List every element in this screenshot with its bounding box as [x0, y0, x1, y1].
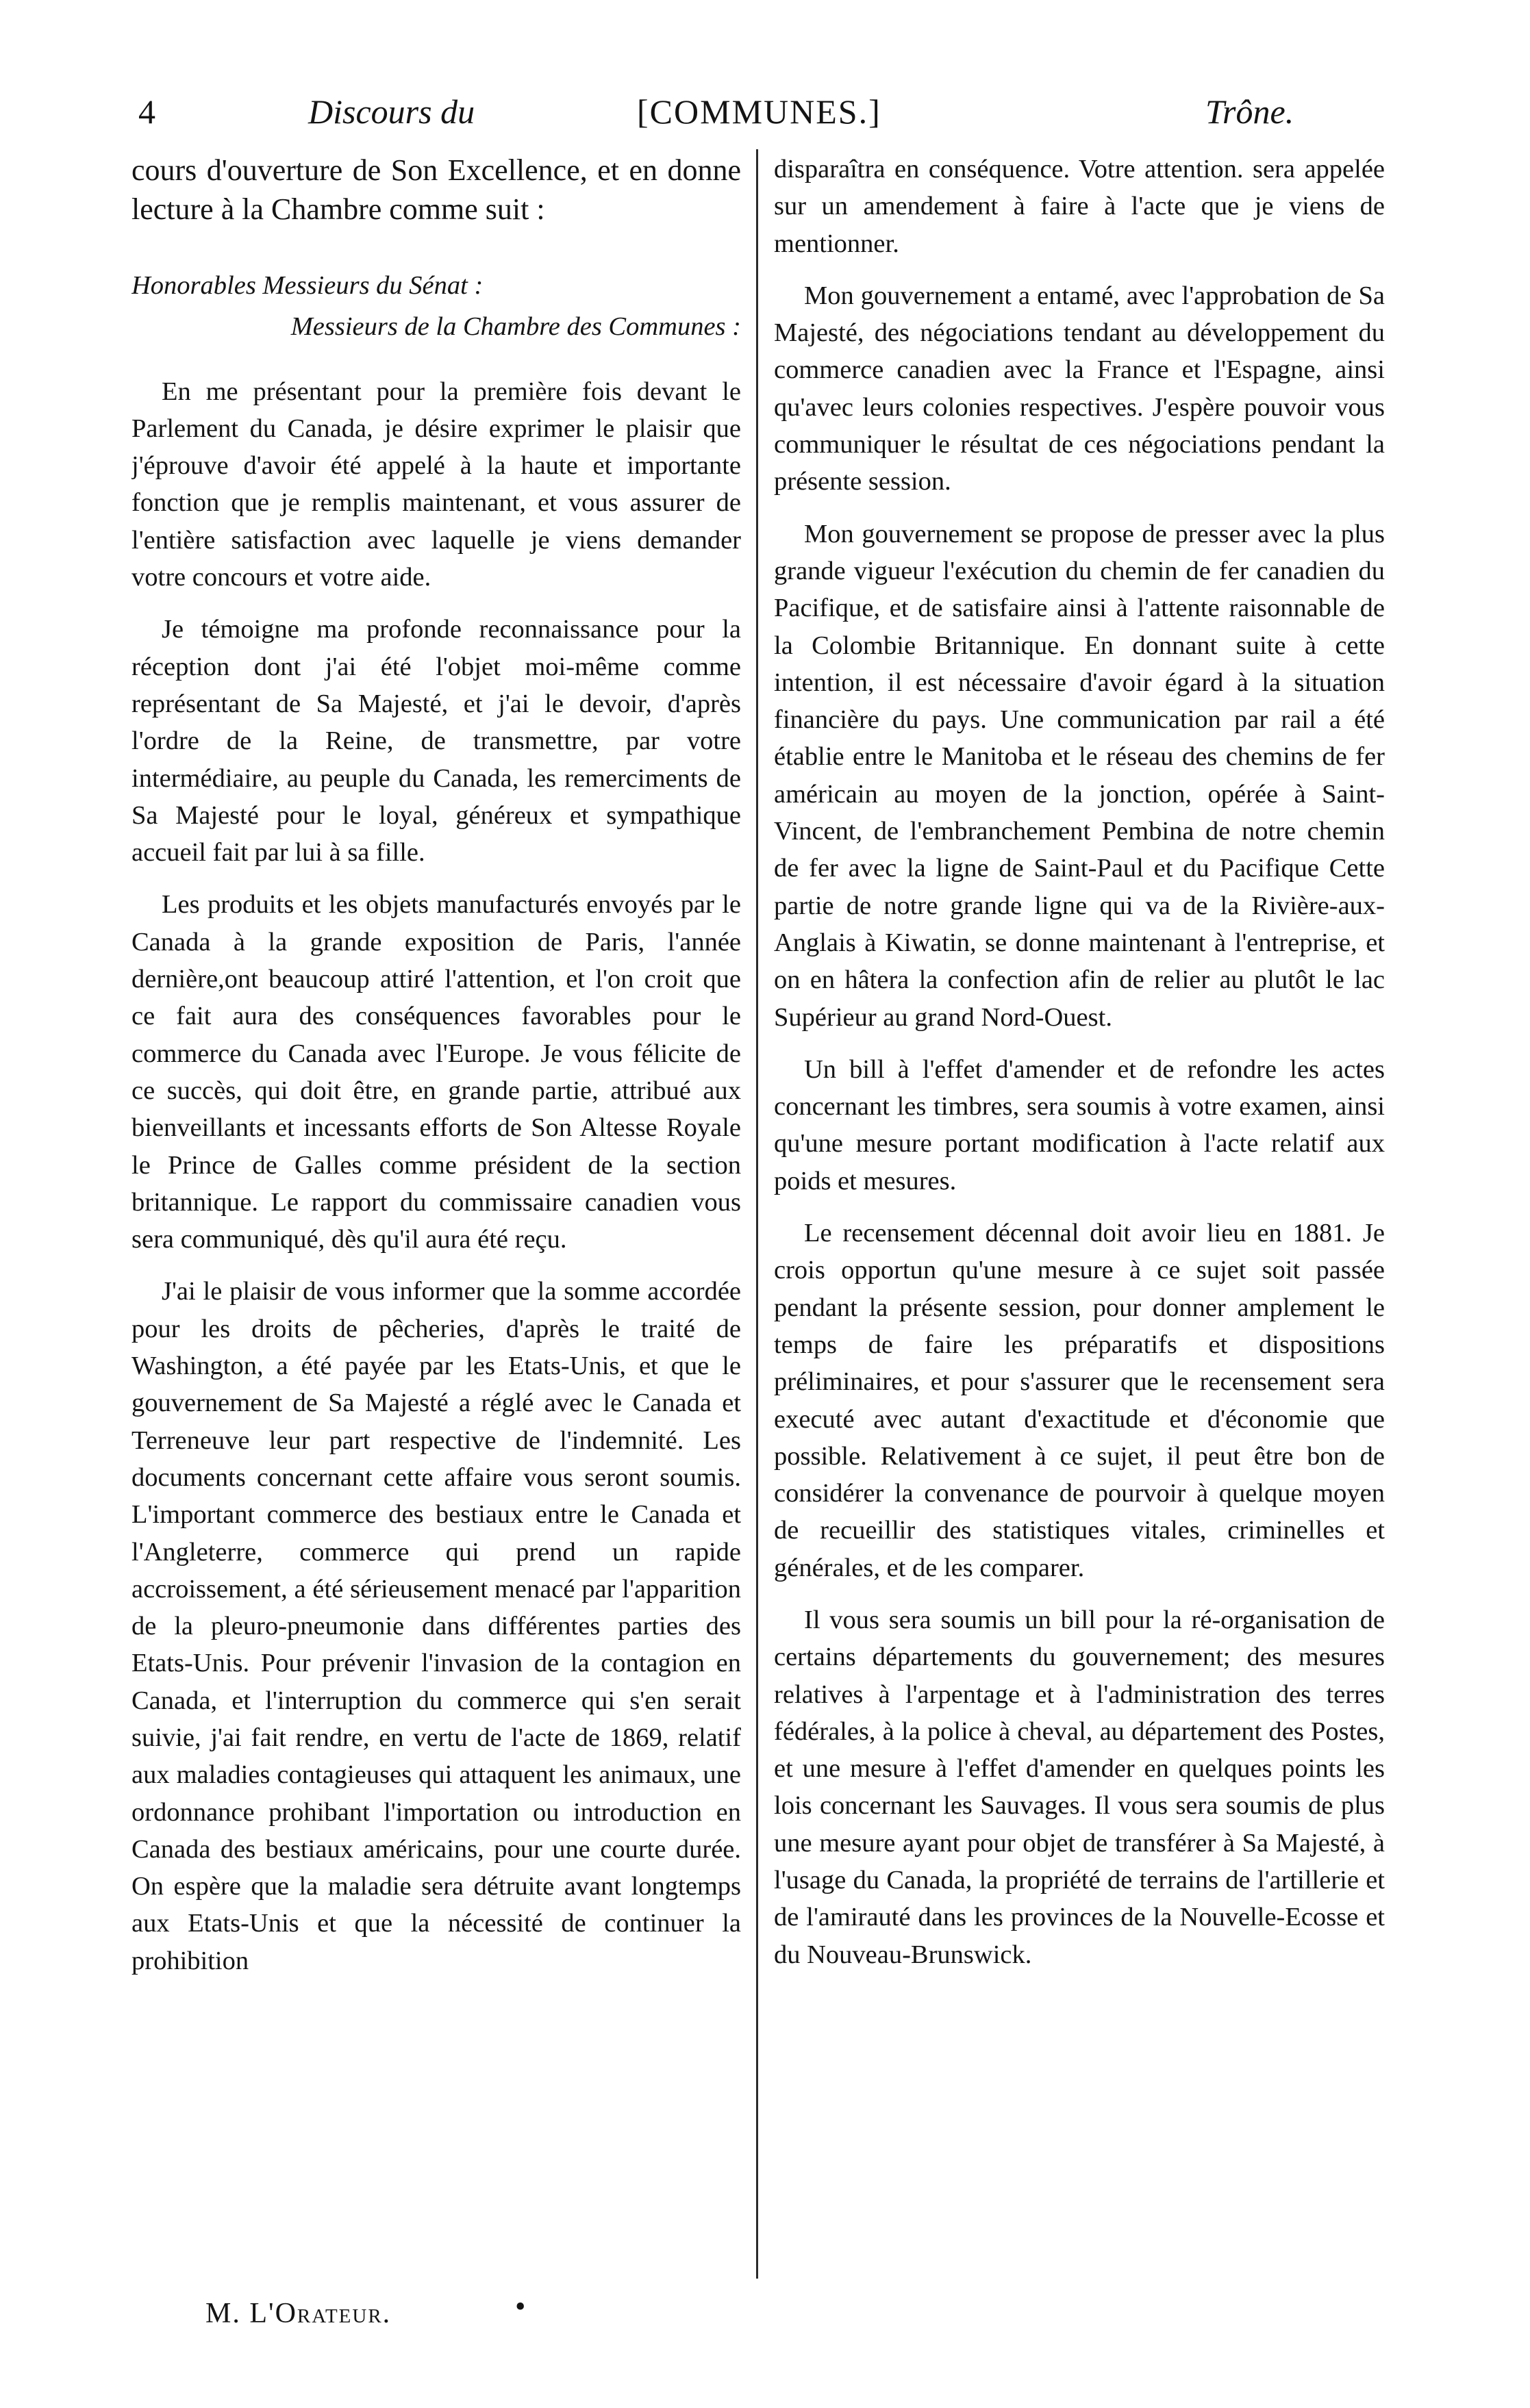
paragraph: Mon gouvernement se propose de presser avec la plus grande vigueur l'exécution du chemin de fer canadien du Pacifique, et de satisfaire ainsi à l'attente raisonnable de la Colombie Britannique. En donnant suite à cette intention, il est nécessaire d'avoir égard à la situation financière du pays. Une communication par rail a été établie entre le Manitoba et le réseau des chemins de fer américain au moyen de la jonction, opérée à Saint-Vincent, de l'embranchement Pembina de notre chemin de fer avec la ligne de Saint-Paul et du Pacifique Cette partie de notre grande ligne qui va de la Rivière-aux-Anglais à Kiwatin, se donne maintenant à l'entreprise, et on en hâtera la confection afin de relier au plutôt le lac Supérieur au grand Nord-Ouest. — [774, 519, 1385, 1032]
page-number: 4 — [138, 92, 155, 131]
header-center-title: [COMMUNES.] — [637, 92, 881, 131]
paragraph: disparaîtra en conséquence. Votre attention. sera appelée sur un amendement à faire à l'acte que je viens de mentionner. — [774, 155, 1385, 258]
running-header — [130, 81, 1356, 142]
paragraph: cours d'ouverture de Son Excellence, et en donne lecture à la Chambre comme suit : — [131, 153, 741, 226]
paragraph: Les produits et les objets manufacturés envoyés par le Canada à la grande exposition de Paris, l'année dernière,ont beaucoup attiré l'attention, et l'on croit que ce fait aura des conséquences favorables pour le commerce du Canada avec l'Europe. Je vous félicite de ce succès, qui doit être, en grande partie, attribué aux bienveillants et incessants efforts de Son Altesse Royale le Prince de Galles comme président de la section britannique. Le rapport du commissaire canadien vous sera communiqué, dès qu'il aura été reçu. — [131, 890, 741, 1254]
paragraph: Un bill à l'effet d'amender et de refondre les actes concernant les timbres, sera soumis à votre examen, ainsi qu'une mesure portant modification à l'acte relatif aux poids et mesures. — [774, 1054, 1385, 1195]
header-right-title: Trône. — [1205, 92, 1294, 131]
speaker-footer: M. L'Orateur. — [205, 2298, 392, 2329]
column-divider — [756, 149, 758, 2279]
paragraph: Je témoigne ma profonde reconnaissance pour la réception dont j'ai été l'objet moi-même comme représentant de Sa Majesté, et j'ai le devoir, d'après l'ordre de la Reine, de transmettre, par votre intermédiaire, au peuple du Canada, les remerciments de Sa Majesté pour le loyal, généreux et sympathique accueil fait par lui à sa fille. — [131, 615, 741, 867]
paragraph: J'ai le plaisir de vous informer que la somme accordée pour les droits de pêcheries, d'après le traité de Washington, a été payée par les Etats-Unis, et que le gouvernement de Sa Majesté a réglé avec le Canada et Terreneuve leur part respective de l'indemnité. Les documents concernant cette affaire vous seront soumis. L'important commerce des bestiaux entre le Canada et l'Angleterre, commerce qui prend un rapide accroissement, a été sérieusement menacé par l'apparition de la pleuro-pneumonie dans différentes parties des Etats-Unis. Pour prévenir l'invasion de la contagion en Canada, et l'interruption du commerce qui s'en serait suivie, j'ai fait rendre, en vertu de l'acte de 1869, relatif aux maladies contagieuses qui attaquent les animaux, une ordonnance prohibant l'importation ou introduction en Canada des bestiaux américains, pour une courte durée. On espère que la maladie sera détruite avant longtemps aux Etats-Unis et que la nécessité de continuer la prohibition — [131, 1277, 741, 1975]
paragraph: En me présentant pour la première fois devant le Parlement du Canada, je désire exprimer le plaisir que j'éprouve d'avoir été appelé à la haute et importante fonction que je remplis maintenant, et vous assurer de l'entière satisfaction avec laquelle je viens demander votre concours et votre aide. — [131, 377, 741, 592]
salutation-commons: Messieurs de la Chambre des Communes : — [290, 312, 741, 342]
paragraph: Il vous sera soumis un bill pour la ré-organisation de certains départements du gouvernement; des mesures relatives à l'arpentage et à l'administration des terres fédérales, à la police à cheval, au département des Postes, et une mesure à l'effet d'amender en quelques points les lois concernant les Sauvages. Il vous sera soumis de plus une mesure ayant pour objet de transférer à Sa Majesté, à l'usage du Canada, la propriété de terrains de l'artillerie et de l'amirauté dans les provinces de la Nouvelle-Ecosse et du Nouveau-Brunswick. — [774, 1605, 1385, 1969]
right-column — [774, 151, 1385, 2342]
salutation-senate: Honorables Messieurs du Sénat : — [131, 271, 484, 300]
paragraph: Mon gouvernement a entamé, avec l'approbation de Sa Majesté, des négociations tendant au développement du commerce canadien avec la France et l'Espagne, ainsi qu'avec leurs colonies respectives. J'espère pouvoir vous communiquer le résultat de ces négociations pendant la présente session. — [774, 281, 1385, 496]
footer-bullet-mark: • — [515, 2290, 526, 2323]
header-left-title: Discours du — [308, 92, 475, 131]
paragraph: Le recensement décennal doit avoir lieu en 1881. Je crois opportun qu'une mesure à ce sujet soit passée pendant la présente session, pour donner amplement le temps de faire les préparatifs et dispositions préliminaires, et pour s'assurer que le recensement sera executé avec autant d'exactitude et d'économie que possible. Relativement à ce sujet, il peut être bon de considérer la convenance de pourvoir à quelque moyen de recueillir des statistiques vitales, criminelles et générales, et de les comparer. — [774, 1219, 1385, 1582]
left-column — [131, 151, 741, 2342]
